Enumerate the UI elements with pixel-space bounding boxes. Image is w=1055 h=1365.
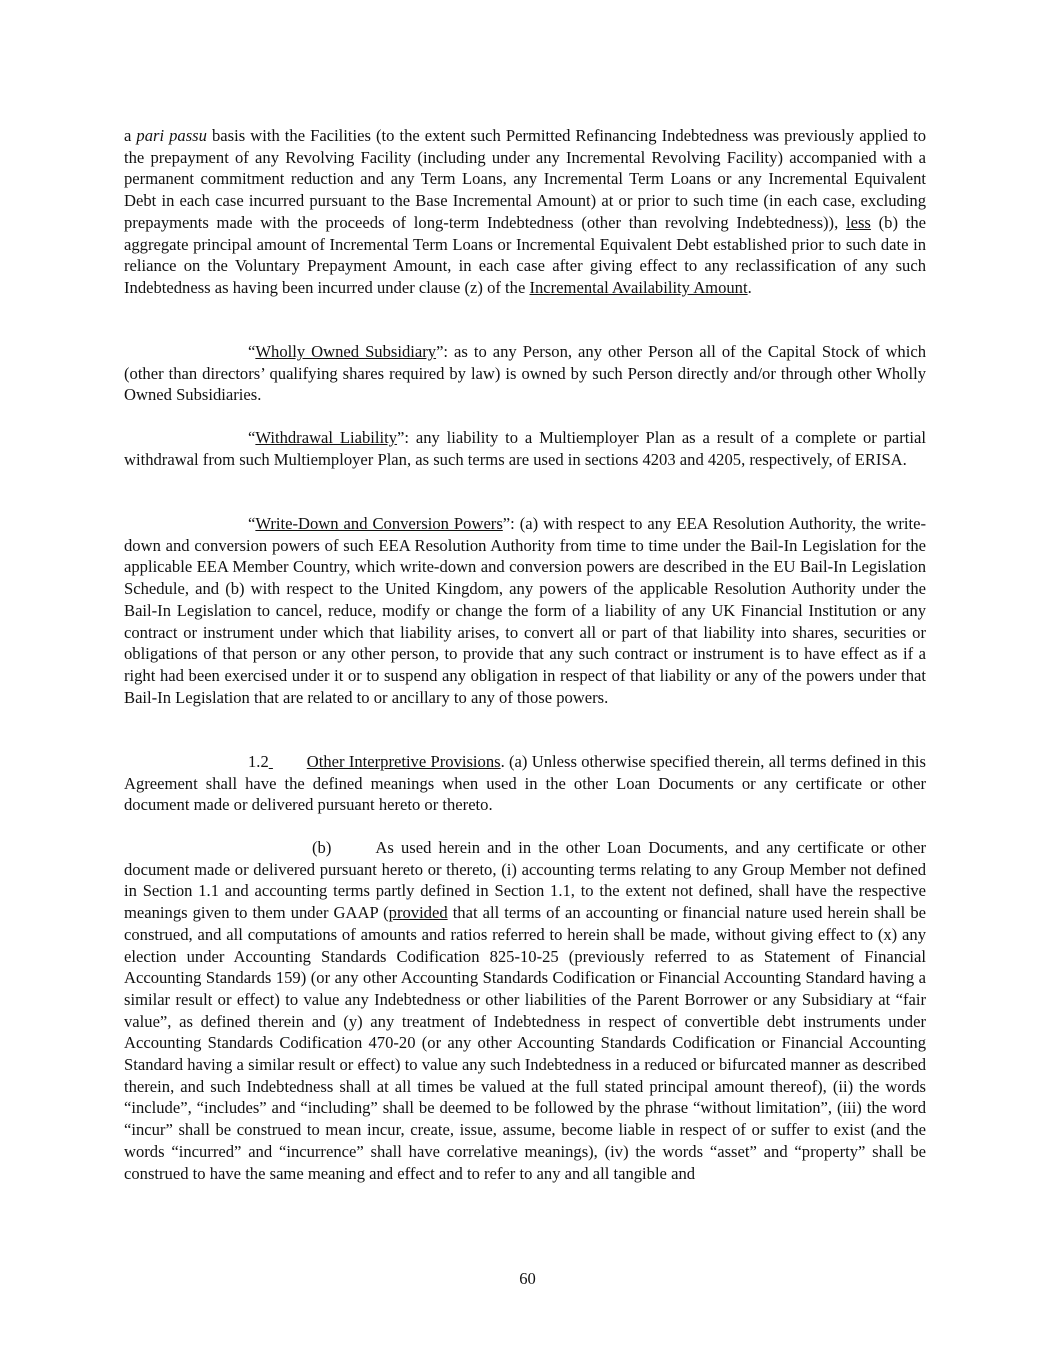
section-1-2-b-text: (b) As used herein and in the other Loan Documents, and any certificate or other document made or delivered pursuant hereto or thereto, (i) accounting terms relating to any Group Member not defined in Section 1.1 and accounting terms partly defined in Section 1.1, to the extent not defined, shall have the respective meanings given to them under GAAP (provided that all terms of an accounting or financial nature used herein shall be construed, and all computations of amounts and ratios referred to herein shall be made, without giving effect to (x) any election under Accounting Standards Codification 825-10-25 (previously referred to as Statement of Financial Accounting Standards 159) (or any other Accounting Standards Codification or Financial Accounting Standard having a similar result or effect) to value any Indebtedness or other liabilities of the Parent Borrower or any Subsidiary at “fair value”, as defined therein and (y) any treatment of Indebtedness in respect of convertible debt instruments under Accounting Standards Codification 470-20 (or any other Accounting Standards Codification or Financial Accounting Standard having a similar result or effect) to value any such Indebtedness in a reduced or bifurcated manner as described therein, and such Indebtedness shall at all times be valued at the full stated principal amount thereof), (ii) the words “include”, “includes” and “including” shall be deemed to be followed by the phrase “without limitation”, (iii) the word “incur” shall be construed to mean incur, create, issue, assume, become liable in respect of or suffer to exist (and the words “incurred” and “incurrence” shall have correlative meanings), (iv) the words “asset” and “property” shall be construed to have the same meaning and effect and to refer to any and all tangible and bbox=[124, 838, 926, 1183]
page-number: 60 bbox=[519, 1269, 536, 1288]
section-1-2-text: 1.2 Other Interpretive Provisions. (a) Unless otherwise specified therein, all terms defined in this Agreement shall have the defined meanings when used in the other Loan Documents or any certificate or other document made or delivered pursuant hereto or thereto. bbox=[124, 752, 926, 815]
defined-term: Withdrawal Liability bbox=[255, 428, 398, 447]
definition-write-down-and-conversion-powers bbox=[124, 513, 926, 708]
definition-text: “Wholly Owned Subsidiary”: as to any Person, any other Person all of the Capital Stock of which (other than directors’ qualifying shares required by law) is owned by such Person directly and/or through other Wholly Owned Subsidiaries. bbox=[124, 342, 926, 405]
subsection-label: (b) bbox=[312, 838, 332, 857]
underlined-less: less bbox=[845, 212, 871, 232]
defined-term: Write-Down and Conversion Powers bbox=[255, 514, 503, 533]
definition-withdrawal-liability bbox=[124, 427, 926, 470]
definition-wholly-owned-subsidiary bbox=[124, 341, 926, 406]
continuation-paragraph bbox=[124, 125, 926, 299]
section-1-2 bbox=[124, 751, 926, 816]
underlined-provided: provided bbox=[388, 903, 448, 923]
italic-term: pari passu bbox=[136, 126, 207, 145]
definition-text: “Withdrawal Liability”: any liability to a Multiemployer Plan as a result of a complete or partial withdrawal from such Multiemployer Plan, as such terms are used in sections 4203 and 4205, respectively, of ERISA. bbox=[124, 428, 926, 469]
section-1-2-b bbox=[124, 837, 926, 1184]
defined-term: Wholly Owned Subsidiary bbox=[255, 342, 437, 361]
section-title: Other Interpretive Provisions bbox=[306, 752, 501, 771]
continuation-paragraph-text: a pari passu basis with the Facilities (to the extent such Permitted Refinancing Indebtedness was previously applied to the prepayment of any Revolving Facility (including under any Incremental Revolving Facility) accompanied with a permanent commitment reduction and any Term Loans, any Incremental Term Loans or any Incremental Equivalent Debt in each case incurred pursuant to the Base Incremental Amount) at or prior to such time (in each case, excluding prepayments made with the proceeds of long-term Indebtedness (other than revolving Indebtedness)), less (b) the aggregate principal amount of Incremental Term Loans or Incremental Equivalent Debt established prior to such date in reliance on the Voluntary Prepayment Amount, in each case after giving effect to any reclassification of any such Indebtedness as having been incurred under clause (z) of the Incremental Availability Amount. bbox=[124, 126, 927, 297]
definition-text: “Write-Down and Conversion Powers”: (a) with respect to any EEA Resolution Authority, the write-down and conversion powers of such EEA Resolution Authority from time to time under the Bail-In Legislation for the applicable EEA Member Country, which write-down and conversion powers are described in the EU Bail-In Legislation Schedule, and (b) with respect to the United Kingdom, any powers of the applicable Resolution Authority under the Bail-In Legislation to cancel, reduce, modify or change the form of a liability of any UK Financial Institution or any contract or instrument under which that liability arises, to convert all or part of that liability into shares, securities or obligations of that person or any other person, to provide that any such contract or instrument is to have effect as if a right had been exercised under it or to suspend any obligation in respect of that liability or any of the powers under that Bail-In Legislation that are related to or ancillary to any of those powers. bbox=[124, 514, 926, 707]
defined-term-link: Incremental Availability Amount bbox=[529, 277, 748, 297]
section-number: 1.2 bbox=[248, 752, 269, 771]
